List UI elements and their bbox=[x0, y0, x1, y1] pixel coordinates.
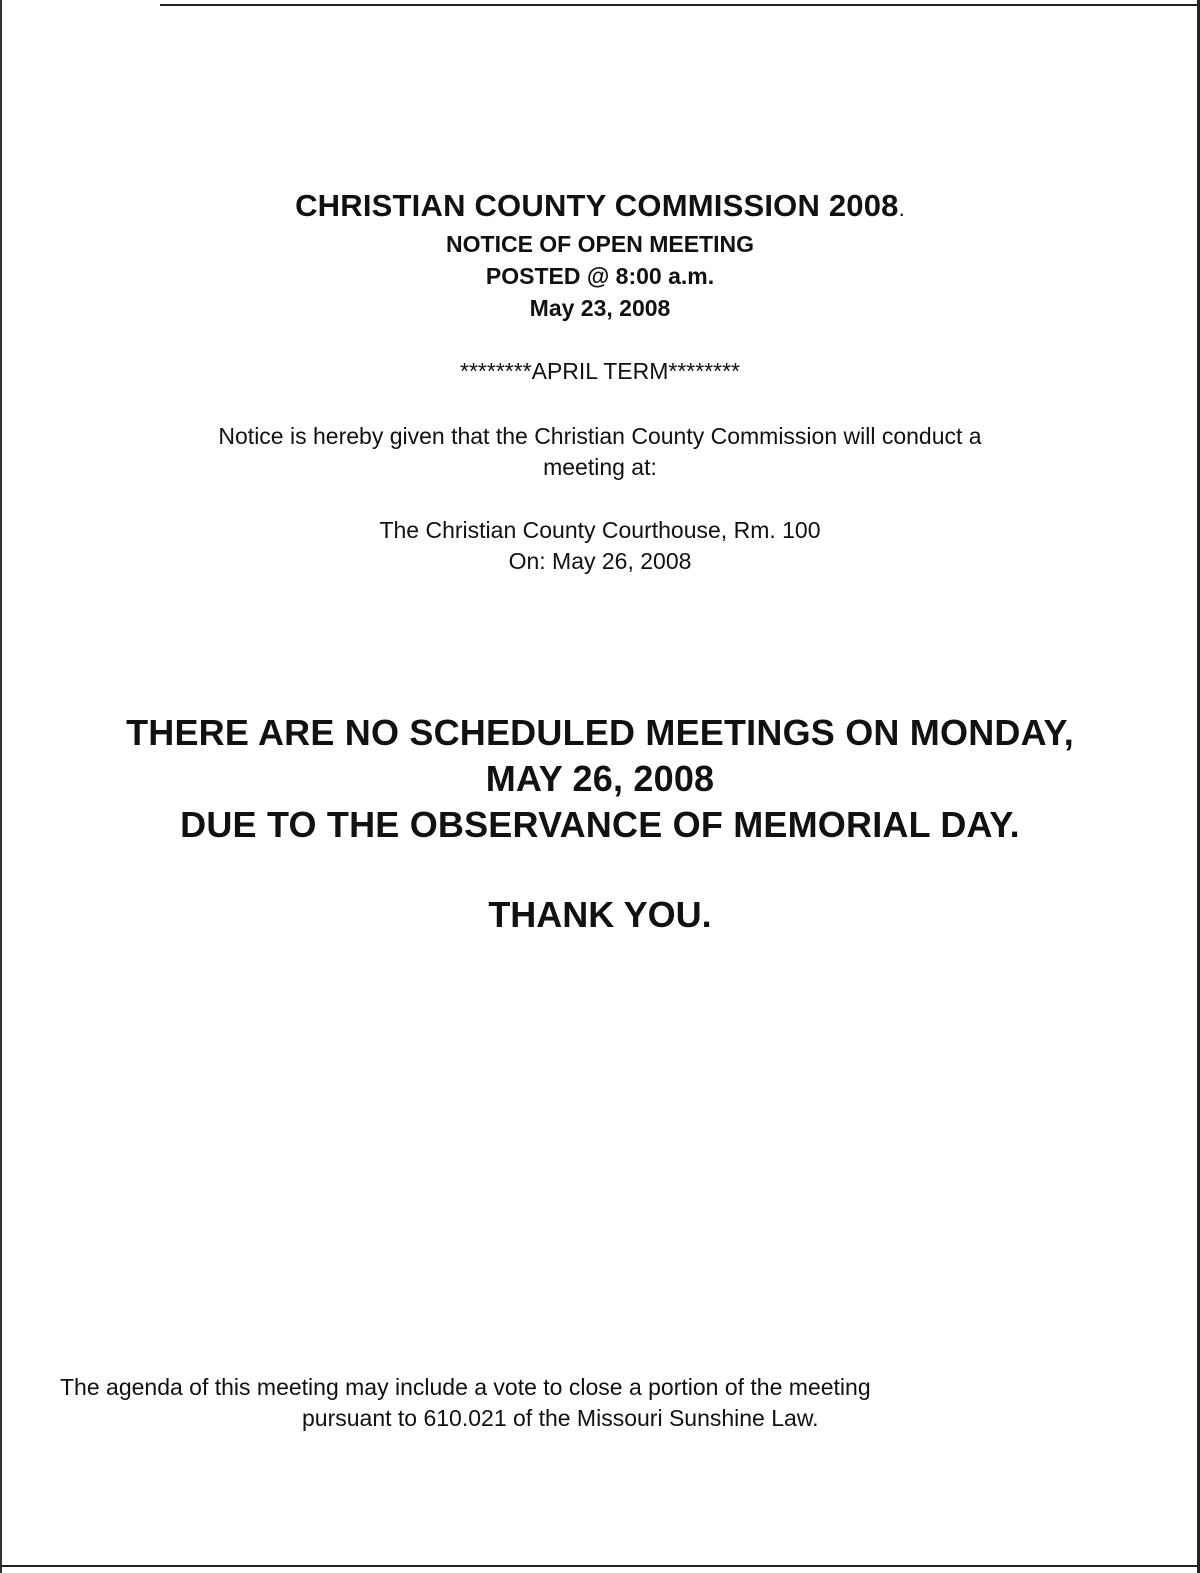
thank-you: THANK YOU. bbox=[488, 894, 712, 935]
title-mark: . bbox=[898, 196, 905, 221]
announcement-line-1: THERE ARE NO SCHEDULED MEETINGS ON MONDAY, bbox=[126, 712, 1074, 753]
posted-date: May 23, 2008 bbox=[529, 295, 671, 321]
notice-header bbox=[0, 228, 1200, 324]
document-title: CHRISTIAN COUNTY COMMISSION 2008 bbox=[295, 188, 899, 223]
announcement bbox=[0, 710, 1200, 848]
notice-line-2: meeting at: bbox=[543, 454, 657, 480]
announcement-line-2: MAY 26, 2008 bbox=[485, 758, 715, 799]
document-header bbox=[0, 186, 1200, 229]
scan-edge-bottom bbox=[0, 1565, 1200, 1567]
announcement-line-3: DUE TO THE OBSERVANCE OF MEMORIAL DAY. bbox=[180, 804, 1020, 845]
term-banner: ********APRIL TERM******** bbox=[460, 358, 740, 384]
location-place: The Christian County Courthouse, Rm. 100 bbox=[379, 517, 821, 543]
location-date: On: May 26, 2008 bbox=[508, 548, 692, 574]
footer-note bbox=[60, 1372, 1060, 1434]
meeting-location bbox=[0, 515, 1200, 577]
footer-line-1: The agenda of this meeting may include a vote to close a portion of the meeting bbox=[60, 1374, 871, 1400]
scan-edge-top bbox=[160, 4, 1200, 6]
notice-label: NOTICE OF OPEN MEETING bbox=[446, 231, 754, 257]
notice-line-1: Notice is hereby given that the Christian County Commission will conduct a bbox=[218, 423, 982, 449]
footer-line-2: pursuant to 610.021 of the Missouri Sunshine Law. bbox=[302, 1405, 819, 1431]
notice-text bbox=[0, 421, 1200, 483]
posted-time: POSTED @ 8:00 a.m. bbox=[485, 263, 715, 289]
